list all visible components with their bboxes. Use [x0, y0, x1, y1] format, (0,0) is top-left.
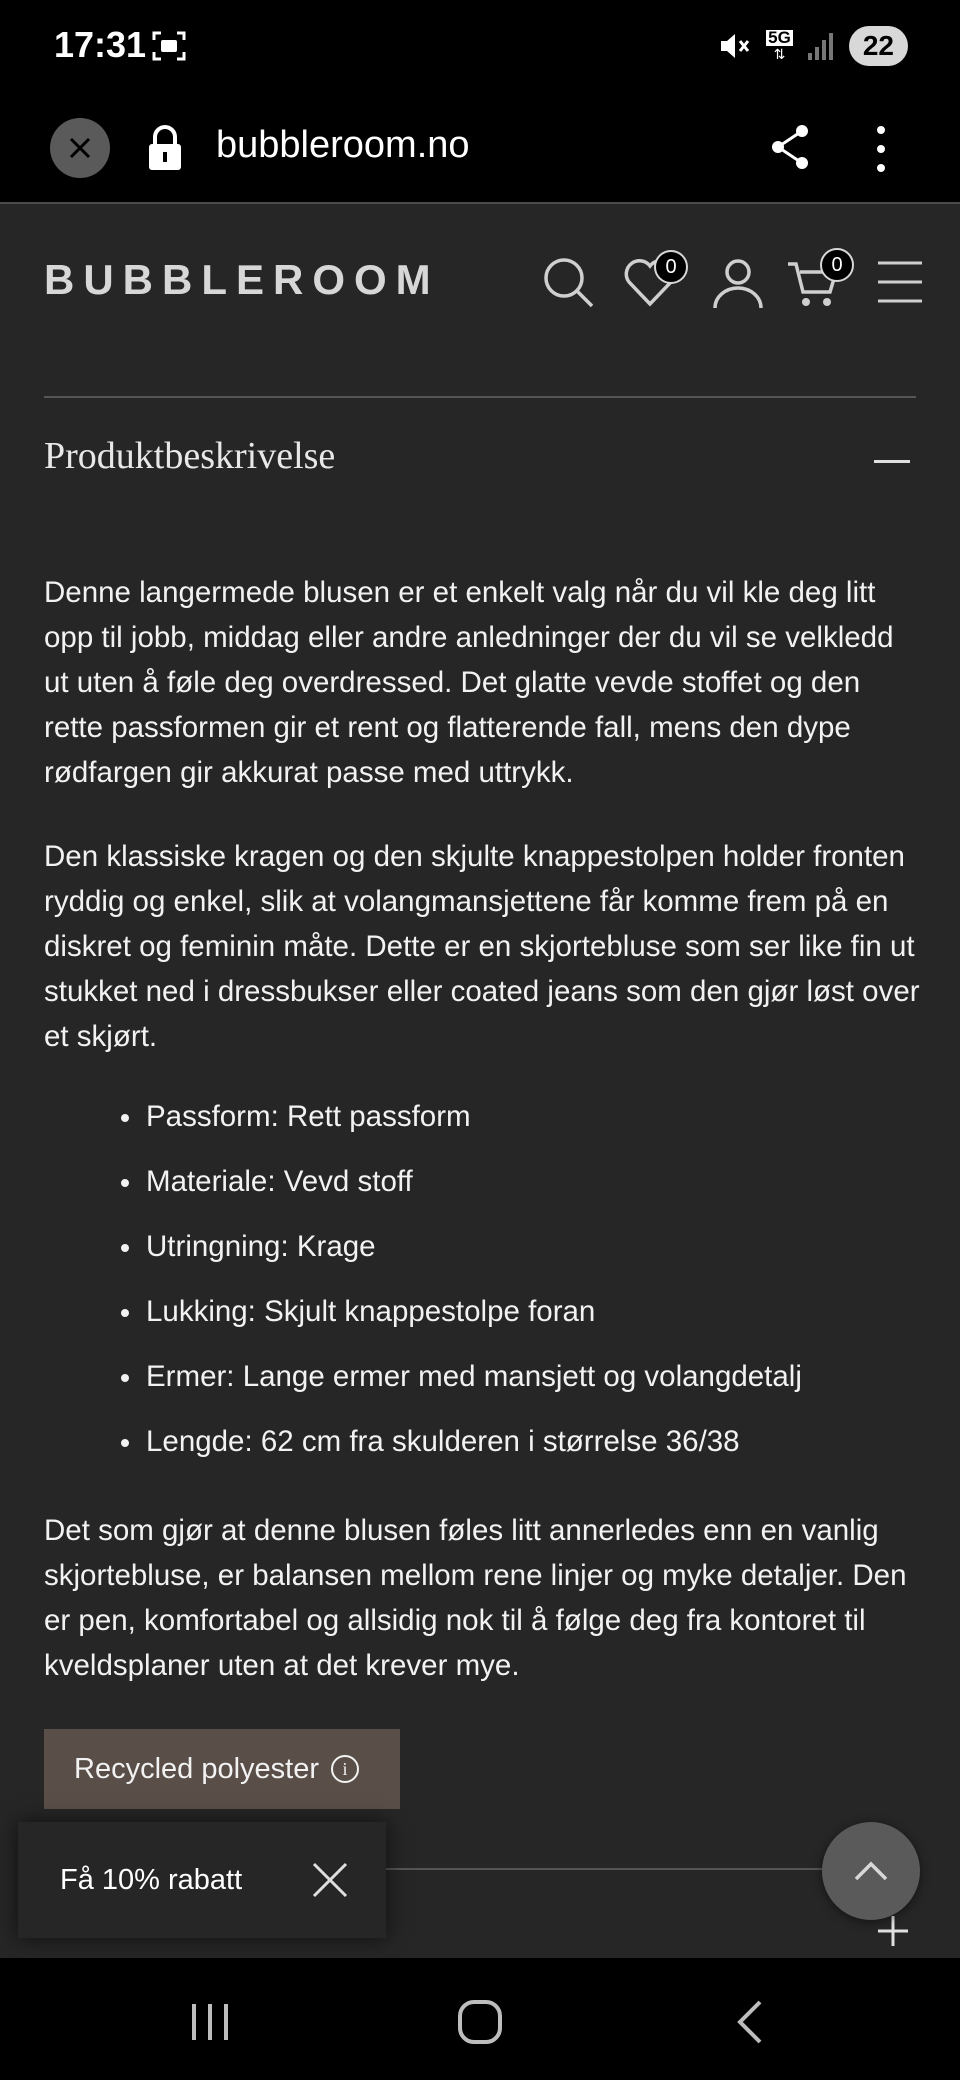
- feature-item: Passform: Rett passform: [44, 1094, 924, 1159]
- brand-logo[interactable]: BUBBLEROOM: [44, 256, 440, 303]
- lock-icon: [146, 124, 184, 172]
- close-icon: [68, 136, 92, 160]
- material-label: Recycled polyester: [74, 1752, 319, 1785]
- chevron-up-icon: [853, 1860, 889, 1882]
- plus-icon[interactable]: [876, 1914, 910, 1948]
- accordion-title-product-description[interactable]: Produktbeskrivelse: [44, 435, 336, 477]
- description-paragraph-2: Den klassiske kragen og den skjulte knappestolpen holder fronten ryddig og enkel, slik at volangmansjettene får komme frem på en diskret og feminin måte. Dette er en skjortebluse som ser like fin ut stukket ned i dressbukser eller coated jeans som den gjør løst over et skjørt.: [44, 840, 920, 1053]
- minus-icon[interactable]: [874, 460, 910, 463]
- discount-popup[interactable]: [18, 1822, 386, 1938]
- scroll-to-top-button[interactable]: [822, 1822, 920, 1920]
- screen-recorder-icon: [152, 31, 186, 61]
- status-time: 17:31: [54, 24, 147, 65]
- info-icon[interactable]: i: [331, 1755, 359, 1783]
- home-icon[interactable]: [450, 1994, 510, 2050]
- 5g-icon: 5G ⇅: [768, 28, 791, 62]
- feature-item: Ermer: Lange ermer med mansjett og volangdetalj: [44, 1354, 924, 1419]
- recent-apps-icon[interactable]: [180, 1994, 240, 2050]
- browser-toolbar: [0, 96, 960, 204]
- feature-item: Lukking: Skjult knappestolpe foran: [44, 1289, 924, 1354]
- search-icon[interactable]: [540, 254, 596, 310]
- discount-text[interactable]: Få 10% rabatt: [60, 1863, 243, 1896]
- close-icon[interactable]: [308, 1858, 352, 1902]
- battery-icon: 22: [849, 26, 908, 66]
- feature-item: Materiale: Vevd stoff: [44, 1159, 924, 1224]
- more-icon[interactable]: [866, 122, 896, 176]
- description-paragraph-1: Denne langermede blusen er et enkelt valg når du vil kle deg litt opp til jobb, middag eller andre anledninger der du vil se velkledd ut uten å føle deg overdressed. Det glatte vevde stoffet og den rette passformen gir et rent og flatterende fall, mens den dype rødfargen gir akkurat passe med uttrykk.: [44, 576, 894, 789]
- signal-icon: [807, 31, 835, 61]
- menu-icon[interactable]: [876, 254, 924, 310]
- material-chip[interactable]: [44, 1729, 400, 1809]
- share-icon[interactable]: [768, 122, 812, 172]
- mute-icon: [718, 30, 752, 62]
- wishlist-button[interactable]: [622, 254, 678, 310]
- status-bar: [0, 0, 960, 96]
- cart-button[interactable]: [786, 254, 842, 310]
- divider: [44, 396, 916, 398]
- wishlist-count-badge: 0: [654, 250, 688, 284]
- site-header: [0, 204, 960, 360]
- description-paragraph-3: Det som gjør at denne blusen føles litt annerledes enn en vanlig skjortebluse, er balansen mellom rene linjer og myke detaljer. Den er pen, komfortabel og allsidig nok til å følge deg fra kontoret til kveldsplaner uten at det krever mye.: [44, 1514, 907, 1682]
- system-navigation-bar: [0, 1958, 960, 2080]
- cart-count-badge: 0: [820, 248, 854, 282]
- status-icons: [718, 26, 908, 66]
- network-type: 5G: [768, 28, 791, 47]
- url-bar[interactable]: bubbleroom.no: [216, 124, 470, 166]
- feature-item: Lengde: 62 cm fra skulderen i størrelse 36/38: [44, 1419, 924, 1484]
- feature-item: Utringning: Krage: [44, 1224, 924, 1289]
- user-icon[interactable]: [710, 254, 766, 310]
- close-tab-button[interactable]: [50, 118, 110, 178]
- product-features-list: [44, 1094, 924, 1484]
- back-icon[interactable]: [720, 1994, 780, 2050]
